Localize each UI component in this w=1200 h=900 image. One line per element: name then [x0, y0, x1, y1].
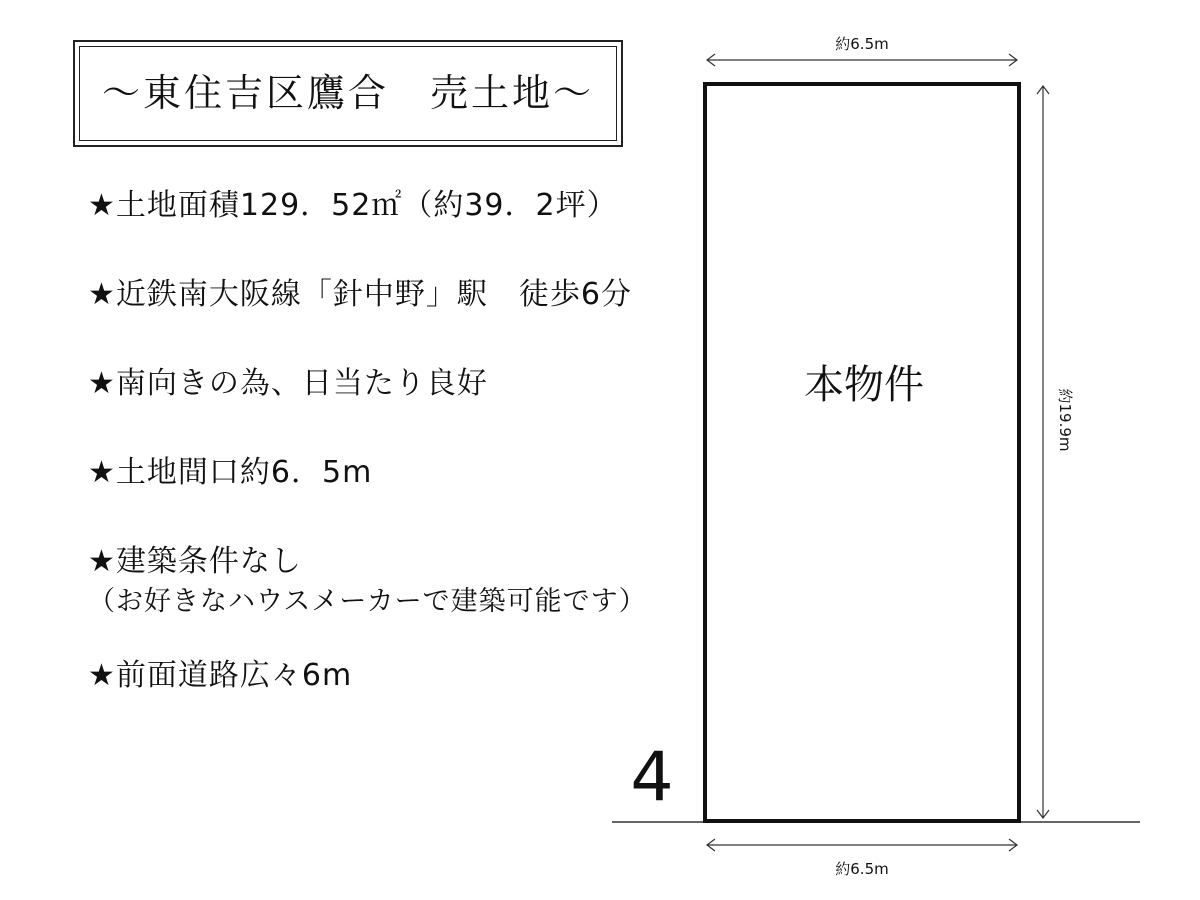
bottom-width-label: 約6.5m — [835, 860, 889, 878]
bottom-width-dimension-arrow — [707, 839, 1017, 851]
feature-no-building-conditions: ★建築条件なし — [88, 544, 302, 579]
feature-frontage: ★土地間口約6．5m — [88, 455, 373, 490]
feature-building-note: （お好きなハウスメーカーで建築可能です） — [88, 586, 647, 617]
top-width-label: 約6.5m — [835, 35, 889, 53]
property-label: 本物件 — [804, 362, 924, 408]
depth-dimension-arrow — [1037, 86, 1049, 818]
depth-label: 約19.9m — [1056, 388, 1074, 452]
feature-sunlight: ★南向きの為、日当たり良好 — [88, 366, 488, 401]
top-width-dimension-arrow — [707, 54, 1017, 66]
page-title: ～東住吉区鷹合 売土地～ — [101, 71, 594, 115]
north-symbol-icon: 4 — [630, 738, 674, 817]
feature-station-access: ★近鉄南大阪線「針中野」駅 徒歩6分 — [88, 277, 632, 312]
property-outline — [705, 84, 1019, 821]
feature-front-road: ★前面道路広々6m — [88, 658, 353, 693]
feature-land-area: ★土地面積129．52㎡（約39．2坪） — [88, 188, 618, 223]
